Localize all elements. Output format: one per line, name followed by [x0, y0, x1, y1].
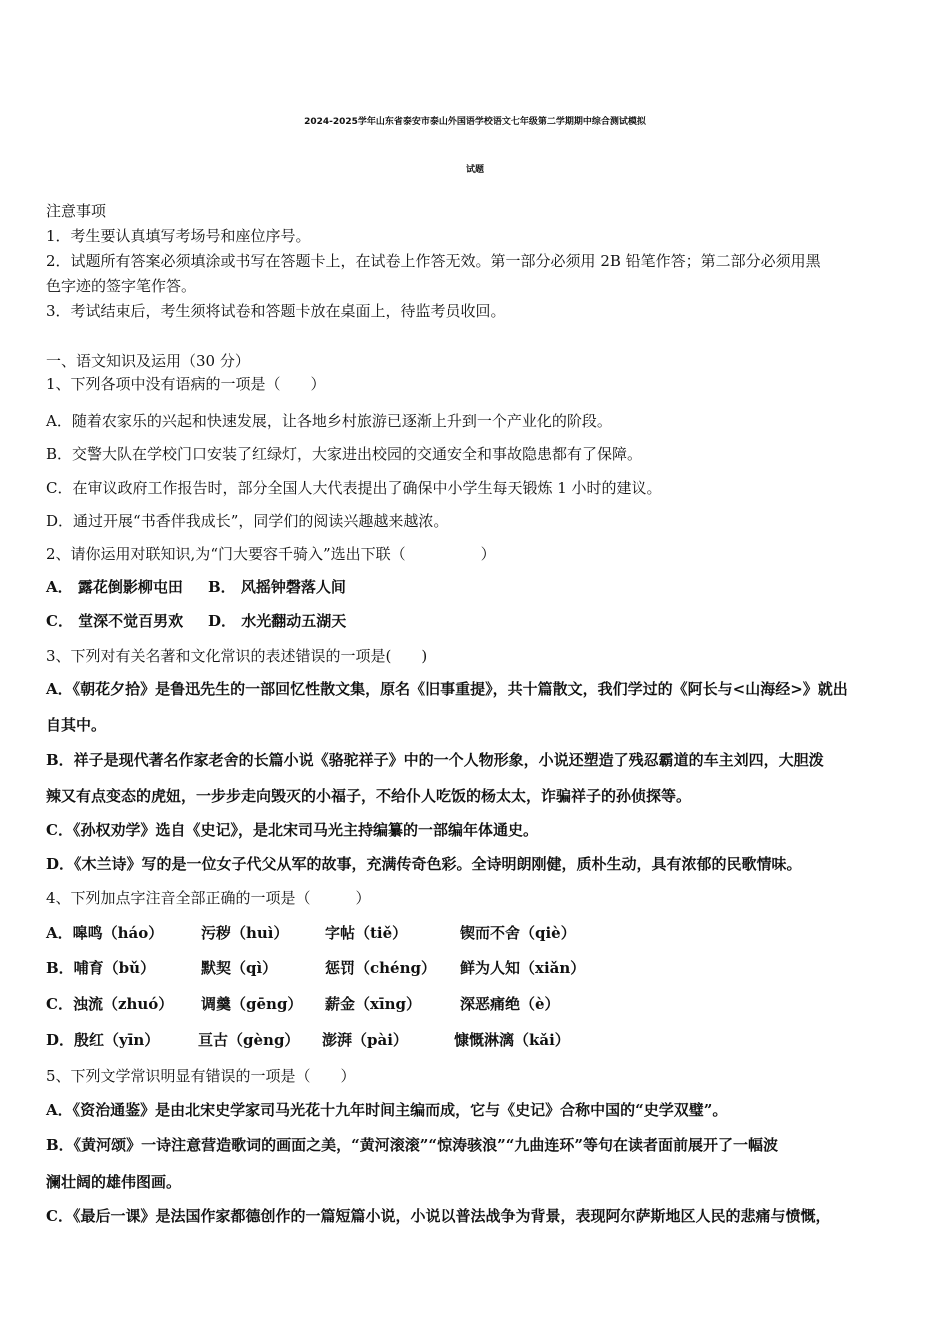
- q4-d-item1: D．殷红（yīn）: [46, 1031, 160, 1049]
- q2-option-d: D． 水光翻动五湖天: [208, 612, 347, 630]
- q4-c-item1: C．浊流（zhuó）: [46, 995, 174, 1013]
- notice-item: 3．考试结束后，考生须将试卷和答题卡放在桌面上，待监考员收回。: [46, 302, 506, 320]
- q4-c-item3: 薪金（xīng）: [325, 995, 422, 1013]
- q2-option-c: C． 堂深不觉百男欢: [46, 612, 184, 630]
- q4-a-item3: 字帖（tiě）: [325, 924, 408, 942]
- q1-option-b: B．交警大队在学校门口安装了红绿灯，大家进出校园的交通安全和事故隐患都有了保障。: [46, 445, 643, 463]
- q5-option-b: B．《黄河颂》一诗注意营造歌词的画面之美，“黄河滚滚”“惊涛骇浪”“九曲连环”等句在读者面前展开了一幅波: [46, 1136, 778, 1154]
- q5-option-b-cont: 澜壮阔的雄伟图画。: [46, 1173, 182, 1191]
- q3-option-a-cont: 自其中。: [46, 716, 107, 734]
- q4-b-item4: 鲜为人知（xiǎn）: [460, 959, 586, 977]
- document-title-line1: 2024-2025学年山东省泰安市泰山外国语学校语文七年级第二学期期中综合测试模拟: [304, 117, 646, 127]
- q2-options-row1: [46, 578, 346, 596]
- q4-option-d: [46, 1031, 570, 1049]
- q4-a-item4: 锲而不舍（qiè）: [460, 924, 576, 942]
- q4-option-c: [46, 995, 560, 1013]
- q4-d-item4: 慷慨淋漓（kǎi）: [454, 1031, 570, 1049]
- q3-option-c: C．《孙权劝学》选自《史记》，是北宋司马光主持编纂的一部编年体通史。: [46, 821, 538, 839]
- q4-b-item3: 惩罚（chéng）: [325, 959, 436, 977]
- q4-b-item1: B．哺育（bǔ）: [46, 959, 156, 977]
- q4-d-item3: 澎湃（pài）: [322, 1031, 408, 1049]
- document-title-line2: 试题: [465, 165, 484, 175]
- q5-option-a: A．《资治通鉴》是由北宋史学家司马光花十九年时间主编而成，它与《史记》合称中国的“史学双璧”。: [46, 1101, 728, 1119]
- q4-c-item4: 深恶痛绝（è）: [460, 995, 560, 1013]
- q5-stem: 5、下列文学常识明显有错误的一项是（ ）: [46, 1067, 356, 1085]
- q1-option-c: C．在审议政府工作报告时，部分全国人大代表提出了确保中小学生每天锻炼 1 小时的建议。: [46, 479, 662, 497]
- q1-option-d: D．通过开展“书香伴我成长”，同学们的阅读兴趣越来越浓。: [46, 512, 449, 530]
- q1-stem: 1、下列各项中没有语病的一项是（ ）: [46, 375, 326, 393]
- q3-stem: 3、下列对有关名著和文化常识的表述错误的一项是( ): [46, 647, 428, 665]
- q1-option-a: A．随着农家乐的兴起和快速发展，让各地乡村旅游已逐渐上升到一个产业化的阶段。: [46, 412, 612, 430]
- q4-a-item2: 污秽（huì）: [201, 924, 289, 942]
- notice-heading: 注意事项: [46, 202, 107, 220]
- q2-options-row2: [46, 612, 346, 630]
- notice-item: 2．试题所有答案必须填涂或书写在答题卡上，在试卷上作答无效。第一部分必须用 2B 铅笔作答；第二部分必须用黑: [46, 252, 821, 270]
- q3-option-b-cont: 辣又有点变态的虎妞，一步步走向毁灭的小福子，不给仆人吃饭的杨太太，诈骗祥子的孙侦探等。: [46, 787, 692, 805]
- q4-a-item1: A．嗥鸣（háo）: [46, 924, 164, 942]
- q4-c-item2: 调羹（gēng）: [201, 995, 303, 1013]
- q4-option-a: [46, 924, 576, 942]
- notice-item: 1．考生要认真填写考场号和座位序号。: [46, 227, 311, 245]
- q4-stem: 4、下列加点字注音全部正确的一项是（ ）: [46, 889, 371, 907]
- q3-option-d: D．《木兰诗》写的是一位女子代父从军的故事，充满传奇色彩。全诗明朗刚健，质朴生动，具有浓郁的民歌情味。: [46, 855, 802, 873]
- q5-option-c: C．《最后一课》是法国作家都德创作的一篇短篇小说，小说以普法战争为背景，表现阿尔萨斯地区人民的悲痛与愤慨，: [46, 1207, 831, 1225]
- notice-item: 色字迹的签字笔作答。: [46, 277, 197, 295]
- q4-option-b: [46, 959, 585, 977]
- q2-option-b: B． 风摇钟磬落人间: [208, 578, 346, 596]
- q3-option-b: B．祥子是现代著名作家老舍的长篇小说《骆驼祥子》中的一个人物形象，小说还塑造了残忍霸道的车主刘四，大胆泼: [46, 751, 824, 769]
- q2-stem: 2、请你运用对联知识,为“门大要容千骑入”选出下联（ ）: [46, 545, 496, 563]
- section-heading: 一、语文知识及运用（30 分）: [46, 352, 250, 370]
- q4-d-item2: 亘古（gèng）: [198, 1031, 300, 1049]
- q2-option-a: A． 露花倒影柳屯田: [46, 578, 183, 596]
- q3-option-a: A．《朝花夕拾》是鲁迅先生的一部回忆性散文集，原名《旧事重提》，共十篇散文，我们学过的《阿长与<山海经>》就出: [46, 680, 848, 698]
- q4-b-item2: 默契（qì）: [201, 959, 278, 977]
